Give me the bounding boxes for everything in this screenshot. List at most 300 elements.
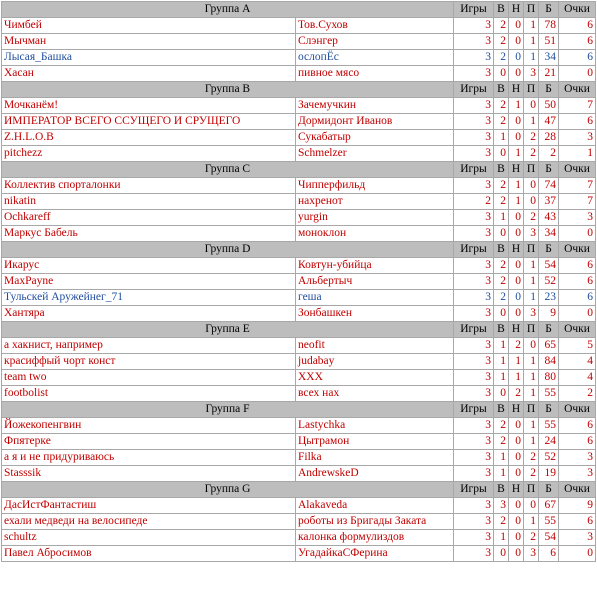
player-two-name: моноклон: [296, 226, 454, 242]
column-header-wins: В: [494, 402, 509, 418]
stat-draws: 0: [509, 34, 524, 50]
table-row: [2, 146, 596, 162]
stat-points: 6: [559, 18, 596, 34]
stat-losses: 1: [524, 386, 539, 402]
stat-points: 3: [559, 450, 596, 466]
column-header-draws: Н: [509, 322, 524, 338]
stat-losses: 1: [524, 50, 539, 66]
stat-wins: 2: [494, 178, 509, 194]
stat-wins: 0: [494, 546, 509, 562]
group-header-row: [2, 2, 596, 18]
stat-draws: 0: [509, 514, 524, 530]
stat-draws: 1: [509, 354, 524, 370]
stat-losses: 0: [524, 338, 539, 354]
player-two-name: Зонбашкен: [296, 306, 454, 322]
table-row: [2, 226, 596, 242]
player-two-name: Сукабатыр: [296, 130, 454, 146]
stat-draws: 0: [509, 66, 524, 82]
table-row: [2, 466, 596, 482]
table-row: [2, 530, 596, 546]
player-one-name: Икарус: [2, 258, 296, 274]
stat-b: 51: [539, 34, 559, 50]
table-row: [2, 450, 596, 466]
stat-losses: 1: [524, 418, 539, 434]
table-row: [2, 274, 596, 290]
table-row: [2, 498, 596, 514]
player-two-name: УгадайкаСФерина: [296, 546, 454, 562]
player-one-name: Мочканём!: [2, 98, 296, 114]
stat-draws: 1: [509, 178, 524, 194]
group-header-row: [2, 402, 596, 418]
stat-games: 3: [454, 18, 494, 34]
player-two-name: калонка формулиздов: [296, 530, 454, 546]
stat-points: 7: [559, 178, 596, 194]
standings-body: [2, 2, 596, 562]
stat-wins: 0: [494, 226, 509, 242]
table-row: [2, 290, 596, 306]
stat-points: 0: [559, 306, 596, 322]
stat-b: 74: [539, 178, 559, 194]
player-two-name: Цытрамон: [296, 434, 454, 450]
stat-games: 3: [454, 114, 494, 130]
stat-points: 3: [559, 210, 596, 226]
stat-points: 7: [559, 98, 596, 114]
column-header-points: Очки: [559, 242, 596, 258]
column-header-points: Очки: [559, 482, 596, 498]
stat-games: 3: [454, 226, 494, 242]
stat-wins: 2: [494, 258, 509, 274]
stat-losses: 3: [524, 546, 539, 562]
stat-draws: 0: [509, 130, 524, 146]
stat-b: 55: [539, 386, 559, 402]
stat-losses: 3: [524, 306, 539, 322]
player-two-name: XXX: [296, 370, 454, 386]
table-row: [2, 258, 596, 274]
stat-games: 3: [454, 514, 494, 530]
stat-games: 3: [454, 274, 494, 290]
group-name: Группа G: [2, 482, 454, 498]
player-two-name: neofit: [296, 338, 454, 354]
group-name: Группа С: [2, 162, 454, 178]
player-one-name: Тульскей Аружейнег_71: [2, 290, 296, 306]
player-one-name: footbolist: [2, 386, 296, 402]
table-row: [2, 418, 596, 434]
stat-wins: 1: [494, 354, 509, 370]
stat-draws: 2: [509, 338, 524, 354]
stat-games: 3: [454, 370, 494, 386]
player-two-name: Дормидонт Иванов: [296, 114, 454, 130]
stat-losses: 2: [524, 130, 539, 146]
stat-draws: 0: [509, 466, 524, 482]
column-header-games: Игры: [454, 242, 494, 258]
stat-points: 2: [559, 386, 596, 402]
column-header-wins: В: [494, 82, 509, 98]
stat-draws: 0: [509, 226, 524, 242]
player-two-name: Lastychka: [296, 418, 454, 434]
stat-wins: 2: [494, 434, 509, 450]
stat-games: 3: [454, 66, 494, 82]
table-row: [2, 386, 596, 402]
stat-draws: 0: [509, 546, 524, 562]
player-one-name: Йожекопенгвин: [2, 418, 296, 434]
stat-losses: 1: [524, 370, 539, 386]
stat-points: 3: [559, 130, 596, 146]
stat-draws: 1: [509, 370, 524, 386]
stat-b: 21: [539, 66, 559, 82]
stat-losses: 0: [524, 178, 539, 194]
player-one-name: Мычман: [2, 34, 296, 50]
player-two-name: роботы из Бригады Заката: [296, 514, 454, 530]
stat-games: 2: [454, 194, 494, 210]
table-row: [2, 18, 596, 34]
column-header-points: Очки: [559, 322, 596, 338]
column-header-losses: П: [524, 242, 539, 258]
stat-points: 6: [559, 418, 596, 434]
column-header-b: Б: [539, 2, 559, 18]
player-one-name: ехали медведи на велосипеде: [2, 514, 296, 530]
player-one-name: Чимбей: [2, 18, 296, 34]
column-header-wins: В: [494, 242, 509, 258]
table-row: [2, 306, 596, 322]
stat-games: 3: [454, 450, 494, 466]
stat-games: 3: [454, 386, 494, 402]
stat-games: 3: [454, 146, 494, 162]
player-one-name: Лысая_Башка: [2, 50, 296, 66]
stat-points: 5: [559, 338, 596, 354]
column-header-points: Очки: [559, 82, 596, 98]
stat-b: 24: [539, 434, 559, 450]
stat-b: 55: [539, 418, 559, 434]
group-standings-table: [1, 1, 596, 562]
stat-draws: 2: [509, 386, 524, 402]
table-row: [2, 370, 596, 386]
stat-games: 3: [454, 98, 494, 114]
column-header-wins: В: [494, 162, 509, 178]
stat-losses: 1: [524, 514, 539, 530]
column-header-losses: П: [524, 162, 539, 178]
standings-page: [1, 1, 596, 562]
column-header-draws: Н: [509, 242, 524, 258]
group-name: Группа В: [2, 82, 454, 98]
group-name: Группа E: [2, 322, 454, 338]
stat-wins: 2: [494, 514, 509, 530]
column-header-games: Игры: [454, 2, 494, 18]
stat-games: 3: [454, 530, 494, 546]
stat-wins: 1: [494, 130, 509, 146]
stat-games: 3: [454, 178, 494, 194]
player-two-name: геша: [296, 290, 454, 306]
player-one-name: Фпятерке: [2, 434, 296, 450]
stat-wins: 0: [494, 386, 509, 402]
stat-points: 3: [559, 530, 596, 546]
stat-games: 3: [454, 354, 494, 370]
stat-losses: 0: [524, 194, 539, 210]
column-header-losses: П: [524, 82, 539, 98]
stat-draws: 0: [509, 258, 524, 274]
group-header-row: [2, 242, 596, 258]
table-row: [2, 50, 596, 66]
stat-games: 3: [454, 50, 494, 66]
stat-draws: 1: [509, 194, 524, 210]
stat-b: 34: [539, 226, 559, 242]
stat-b: 78: [539, 18, 559, 34]
player-two-name: Schmelzer: [296, 146, 454, 162]
table-row: [2, 98, 596, 114]
table-row: [2, 130, 596, 146]
stat-points: 4: [559, 354, 596, 370]
column-header-draws: Н: [509, 482, 524, 498]
player-one-name: MaxPayne: [2, 274, 296, 290]
stat-b: 2: [539, 146, 559, 162]
player-two-name: yurgin: [296, 210, 454, 226]
column-header-wins: В: [494, 322, 509, 338]
table-row: [2, 546, 596, 562]
stat-losses: 2: [524, 466, 539, 482]
stat-b: 52: [539, 274, 559, 290]
stat-wins: 2: [494, 50, 509, 66]
stat-wins: 0: [494, 146, 509, 162]
stat-draws: 0: [509, 434, 524, 450]
stat-b: 28: [539, 130, 559, 146]
table-row: [2, 194, 596, 210]
player-one-name: nikatin: [2, 194, 296, 210]
stat-losses: 2: [524, 450, 539, 466]
stat-losses: 3: [524, 66, 539, 82]
stat-draws: 0: [509, 290, 524, 306]
stat-b: 9: [539, 306, 559, 322]
stat-games: 3: [454, 290, 494, 306]
stat-games: 3: [454, 418, 494, 434]
player-one-name: team two: [2, 370, 296, 386]
stat-games: 3: [454, 498, 494, 514]
stat-b: 52: [539, 450, 559, 466]
stat-losses: 1: [524, 354, 539, 370]
player-one-name: а хакнист, например: [2, 338, 296, 354]
group-name: Группа F: [2, 402, 454, 418]
stat-wins: 2: [494, 290, 509, 306]
player-one-name: Коллектив спорталонки: [2, 178, 296, 194]
stat-games: 3: [454, 210, 494, 226]
stat-points: 0: [559, 546, 596, 562]
stat-b: 65: [539, 338, 559, 354]
column-header-b: Б: [539, 322, 559, 338]
stat-b: 67: [539, 498, 559, 514]
stat-draws: 0: [509, 530, 524, 546]
stat-draws: 0: [509, 50, 524, 66]
stat-b: 47: [539, 114, 559, 130]
stat-points: 0: [559, 66, 596, 82]
stat-draws: 1: [509, 98, 524, 114]
group-name: Группа А: [2, 2, 454, 18]
stat-losses: 1: [524, 290, 539, 306]
stat-losses: 2: [524, 210, 539, 226]
column-header-draws: Н: [509, 82, 524, 98]
stat-games: 3: [454, 258, 494, 274]
stat-points: 6: [559, 50, 596, 66]
stat-draws: 0: [509, 18, 524, 34]
player-two-name: пивное мясо: [296, 66, 454, 82]
stat-points: 9: [559, 498, 596, 514]
group-header-row: [2, 482, 596, 498]
column-header-points: Очки: [559, 2, 596, 18]
stat-draws: 0: [509, 306, 524, 322]
stat-b: 23: [539, 290, 559, 306]
stat-draws: 0: [509, 210, 524, 226]
stat-losses: 3: [524, 226, 539, 242]
player-one-name: pitchezz: [2, 146, 296, 162]
column-header-losses: П: [524, 2, 539, 18]
stat-games: 3: [454, 338, 494, 354]
player-one-name: ИМПЕРАТОР ВСЕГО ССУЩЕГО И СРУЩЕГО: [2, 114, 296, 130]
stat-games: 3: [454, 546, 494, 562]
stat-wins: 0: [494, 66, 509, 82]
stat-losses: 1: [524, 34, 539, 50]
stat-games: 3: [454, 434, 494, 450]
player-two-name: ослопЁс: [296, 50, 454, 66]
stat-losses: 1: [524, 18, 539, 34]
stat-draws: 1: [509, 146, 524, 162]
stat-b: 54: [539, 530, 559, 546]
player-one-name: а я и не придуриваюсь: [2, 450, 296, 466]
stat-points: 6: [559, 274, 596, 290]
stat-wins: 2: [494, 34, 509, 50]
column-header-b: Б: [539, 82, 559, 98]
column-header-points: Очки: [559, 162, 596, 178]
player-one-name: Павел Абросимов: [2, 546, 296, 562]
stat-wins: 2: [494, 274, 509, 290]
stat-wins: 1: [494, 338, 509, 354]
stat-b: 80: [539, 370, 559, 386]
stat-points: 0: [559, 226, 596, 242]
column-header-games: Игры: [454, 482, 494, 498]
player-one-name: Z.H.L.O.B: [2, 130, 296, 146]
stat-losses: 2: [524, 146, 539, 162]
stat-points: 6: [559, 290, 596, 306]
stat-b: 37: [539, 194, 559, 210]
column-header-losses: П: [524, 402, 539, 418]
table-row: [2, 514, 596, 530]
table-row: [2, 210, 596, 226]
stat-b: 34: [539, 50, 559, 66]
player-one-name: schultz: [2, 530, 296, 546]
table-row: [2, 114, 596, 130]
column-header-b: Б: [539, 242, 559, 258]
stat-losses: 1: [524, 258, 539, 274]
stat-points: 3: [559, 466, 596, 482]
stat-points: 7: [559, 194, 596, 210]
player-two-name: Тов.Сухов: [296, 18, 454, 34]
stat-wins: 3: [494, 498, 509, 514]
player-two-name: нахренот: [296, 194, 454, 210]
stat-points: 6: [559, 114, 596, 130]
stat-losses: 1: [524, 434, 539, 450]
column-header-games: Игры: [454, 162, 494, 178]
stat-games: 3: [454, 466, 494, 482]
group-name: Группа D: [2, 242, 454, 258]
stat-b: 54: [539, 258, 559, 274]
stat-wins: 2: [494, 98, 509, 114]
stat-b: 50: [539, 98, 559, 114]
column-header-draws: Н: [509, 2, 524, 18]
column-header-games: Игры: [454, 402, 494, 418]
column-header-wins: В: [494, 2, 509, 18]
column-header-draws: Н: [509, 162, 524, 178]
stat-draws: 0: [509, 418, 524, 434]
table-row: [2, 434, 596, 450]
stat-points: 4: [559, 370, 596, 386]
table-row: [2, 178, 596, 194]
player-one-name: красиффый чорт конст: [2, 354, 296, 370]
stat-b: 55: [539, 514, 559, 530]
stat-losses: 0: [524, 98, 539, 114]
column-header-b: Б: [539, 482, 559, 498]
player-two-name: Альбертыч: [296, 274, 454, 290]
player-two-name: AndrewskeD: [296, 466, 454, 482]
player-one-name: Маркус Бабель: [2, 226, 296, 242]
stat-wins: 0: [494, 306, 509, 322]
stat-wins: 1: [494, 530, 509, 546]
table-row: [2, 34, 596, 50]
stat-wins: 2: [494, 18, 509, 34]
column-header-wins: В: [494, 482, 509, 498]
group-header-row: [2, 322, 596, 338]
column-header-games: Игры: [454, 82, 494, 98]
player-two-name: Слэнгер: [296, 34, 454, 50]
column-header-draws: Н: [509, 402, 524, 418]
column-header-b: Б: [539, 402, 559, 418]
stat-losses: 1: [524, 274, 539, 290]
stat-wins: 2: [494, 418, 509, 434]
stat-draws: 0: [509, 498, 524, 514]
stat-b: 43: [539, 210, 559, 226]
player-two-name: Ковтун-убийца: [296, 258, 454, 274]
stat-draws: 0: [509, 274, 524, 290]
group-header-row: [2, 162, 596, 178]
stat-losses: 2: [524, 530, 539, 546]
player-two-name: всех нах: [296, 386, 454, 402]
stat-games: 3: [454, 306, 494, 322]
stat-losses: 1: [524, 114, 539, 130]
table-row: [2, 354, 596, 370]
column-header-b: Б: [539, 162, 559, 178]
player-one-name: Ochkareff: [2, 210, 296, 226]
player-one-name: Хантяра: [2, 306, 296, 322]
column-header-losses: П: [524, 322, 539, 338]
player-two-name: Alakaveda: [296, 498, 454, 514]
group-header-row: [2, 82, 596, 98]
player-two-name: judabay: [296, 354, 454, 370]
stat-draws: 0: [509, 114, 524, 130]
stat-wins: 1: [494, 450, 509, 466]
player-one-name: ДасИстФантастиш: [2, 498, 296, 514]
stat-b: 19: [539, 466, 559, 482]
player-one-name: Хасан: [2, 66, 296, 82]
stat-games: 3: [454, 34, 494, 50]
stat-b: 84: [539, 354, 559, 370]
stat-games: 3: [454, 130, 494, 146]
stat-points: 1: [559, 146, 596, 162]
table-row: [2, 66, 596, 82]
column-header-games: Игры: [454, 322, 494, 338]
player-one-name: Stasssik: [2, 466, 296, 482]
stat-points: 6: [559, 434, 596, 450]
stat-wins: 1: [494, 210, 509, 226]
stat-losses: 0: [524, 498, 539, 514]
stat-wins: 2: [494, 114, 509, 130]
stat-b: 6: [539, 546, 559, 562]
stat-points: 6: [559, 34, 596, 50]
player-two-name: Зачемучкин: [296, 98, 454, 114]
